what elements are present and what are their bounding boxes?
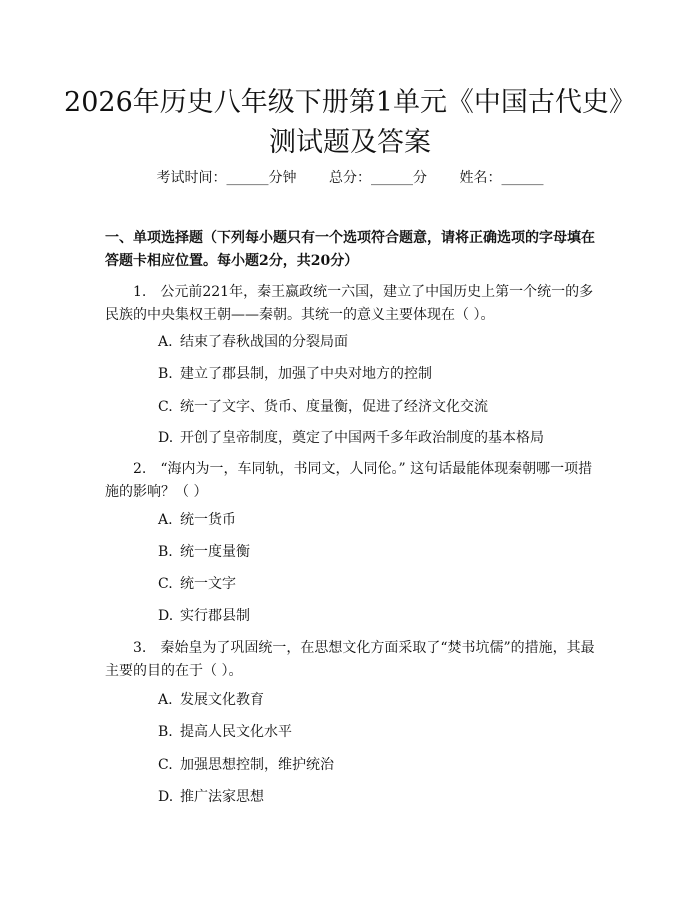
question-3-option-c	[158, 755, 608, 775]
question-1-option-d	[158, 428, 608, 448]
option-label: A.	[158, 692, 173, 708]
option-label: C.	[158, 757, 173, 773]
question-1-option-c	[158, 397, 608, 417]
option-text: 统一文字	[180, 576, 236, 592]
question-1-option-a	[158, 332, 608, 352]
exam-info-line	[0, 168, 700, 188]
option-label: C.	[158, 576, 173, 592]
question-2-option-b	[158, 542, 608, 562]
option-text: 发展文化教育	[180, 692, 264, 708]
document-title: 2026年历史八年级下册第1单元《中国古代史》测试题及答案	[64, 87, 636, 158]
question-number: 1.	[133, 284, 147, 300]
option-label: D.	[158, 608, 174, 624]
section-heading: 一、单项选择题（下列每小题只有一个选项符合题意，请将正确选项的字母填在答题卡相应位置。每小题2分，共20分）	[105, 230, 595, 269]
option-label: C.	[158, 399, 173, 415]
question-number: 2.	[133, 461, 147, 477]
option-text: 推广法家思想	[180, 789, 264, 805]
option-text: 实行郡县制	[180, 608, 250, 624]
option-label: D.	[158, 789, 174, 805]
question-text: 秦始皇为了巩固统一，在思想文化方面采取了“焚书坑儒”的措施，其最主要的目的在于（ ）。	[105, 640, 595, 679]
option-text: 统一了文字、货币、度量衡，促进了经济文化交流	[180, 399, 488, 415]
option-label: B.	[158, 544, 173, 560]
question-3-option-d	[158, 787, 608, 807]
option-text: 加强思想控制，维护统治	[180, 757, 334, 773]
option-text: 统一度量衡	[180, 544, 250, 560]
question-number: 3.	[133, 640, 147, 656]
question-1-stem	[105, 281, 605, 327]
question-2-option-a	[158, 510, 608, 530]
option-text: 开创了皇帝制度，奠定了中国两千多年政治制度的基本格局	[180, 430, 544, 446]
option-label: B.	[158, 366, 173, 382]
option-label: B.	[158, 724, 173, 740]
option-label: A.	[158, 334, 173, 350]
question-text: “海内为一，车同轨，书同文，人同伦。” 这句话最能体现秦朝哪一项措施的影响？（ ）	[105, 461, 593, 500]
option-label: D.	[158, 430, 174, 446]
option-text: 结束了春秋战国的分裂局面	[180, 334, 348, 350]
question-text: 公元前221年，秦王嬴政统一六国，建立了中国历史上第一个统一的多民族的中央集权王朝——秦朝。其统一的意义主要体现在（ ）。	[105, 284, 594, 323]
option-text: 建立了郡县制，加强了中央对地方的控制	[180, 366, 432, 382]
total-score-field: 总分：______分	[329, 170, 427, 186]
student-name-field: 姓名：______	[459, 170, 544, 186]
exam-time-field: 考试时间：______分钟	[156, 170, 297, 186]
option-text: 提高人民文化水平	[180, 724, 292, 740]
question-2-option-c	[158, 574, 608, 594]
question-3-stem	[105, 637, 605, 683]
question-3-option-a	[158, 690, 608, 710]
option-label: A.	[158, 512, 173, 528]
option-text: 统一货币	[180, 512, 236, 528]
question-1-option-b	[158, 364, 608, 384]
question-2-option-d	[158, 606, 608, 626]
question-2-stem	[105, 458, 605, 504]
question-3-option-b	[158, 722, 608, 742]
